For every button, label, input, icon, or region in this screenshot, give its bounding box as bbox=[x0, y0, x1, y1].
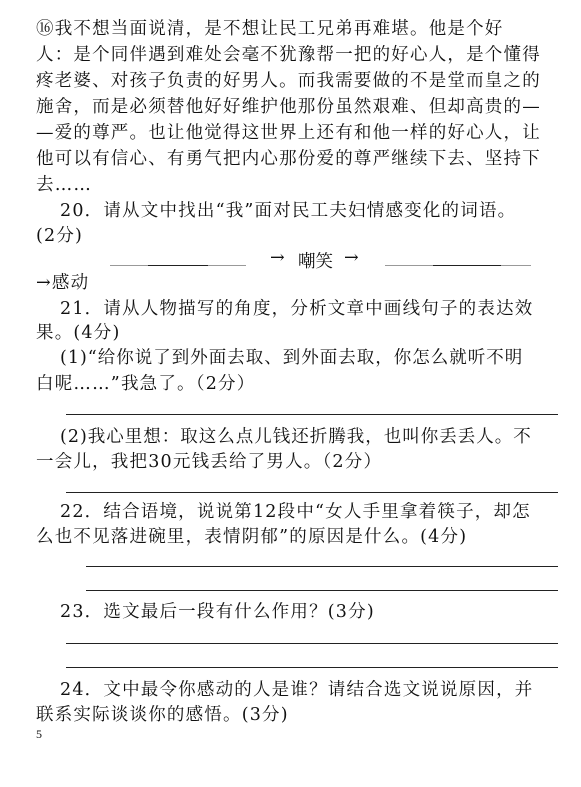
paragraph-line: 他可以有信心、有勇气把内心那份爱的尊严继续下去、坚持下 bbox=[36, 149, 541, 169]
paragraph-line: 人：是个同伴遇到难处会毫不犹豫帮一把的好心人，是个懂得 bbox=[36, 45, 541, 65]
question-24-prompt: 24．文中最令你感动的人是谁？请结合选文说说原因，并 bbox=[60, 680, 534, 700]
question-21-sub1-cont: 白呢……”我急了。（2分） bbox=[36, 374, 256, 394]
question-20-prompt: 20．请从文中找出“我”面对民工夫妇情感变化的词语。 bbox=[60, 201, 517, 221]
answer-blank-2[interactable] bbox=[433, 265, 501, 266]
question-22-prompt: 22．结合语境，说说第12段中“女人手里拿着筷子，却怎 bbox=[60, 502, 531, 522]
question-21-score: 果。(4分) bbox=[36, 323, 121, 343]
paragraph-line: ⑯我不想当面说清，是不想让民工兄弟再难堪。他是个好 bbox=[36, 19, 504, 39]
question-23-prompt: 23．选文最后一段有什么作用？(3分) bbox=[60, 602, 375, 622]
question-22-prompt-cont: 么也不见落进碗里，表情阴郁”的原因是什么。(4分) bbox=[36, 527, 468, 547]
arrow-right-icon: → bbox=[270, 248, 285, 268]
paragraph-line: 去…… bbox=[36, 175, 93, 195]
question-24-prompt-cont: 联系实际谈谈你的感悟。(3分) bbox=[36, 705, 289, 725]
question-21-prompt: 21．请从人物描写的角度，分析文章中画线句子的表达效 bbox=[60, 299, 534, 319]
paragraph-line: 疼老婆、对孩子负责的好男人。而我需要做的不是堂而皇之的 bbox=[36, 71, 541, 91]
answer-line[interactable] bbox=[66, 643, 558, 644]
answer-line[interactable] bbox=[66, 667, 558, 668]
question-21-sub1: (1)“给你说了到外面去取、到外面去取，你怎么就听不明 bbox=[60, 348, 524, 368]
answer-line[interactable] bbox=[86, 590, 558, 591]
answer-blank-1[interactable] bbox=[148, 265, 208, 266]
question-21-sub2: (2)我心里想：取这么点儿钱还折腾我，也叫你丢丢人。不 bbox=[60, 427, 532, 447]
question-20-ending: →感动 bbox=[36, 273, 90, 293]
arrow-right-icon: → bbox=[344, 248, 359, 268]
paragraph-line: —爱的尊严。也让他觉得这世界上还有和他一样的好心人，让 bbox=[36, 123, 541, 143]
question-20-score: (2分) bbox=[36, 226, 84, 246]
answer-line[interactable] bbox=[86, 566, 558, 567]
answer-line[interactable] bbox=[66, 492, 558, 493]
paragraph-line: 施舍，而是必须替他好好维护他那份虽然艰难、但却高贵的— bbox=[36, 97, 541, 117]
answer-line[interactable] bbox=[66, 414, 558, 415]
page-number: 5 bbox=[36, 727, 42, 741]
word-sneer: 嘲笑 bbox=[298, 252, 333, 272]
question-21-sub2-cont: 一会儿，我把30元钱丢给了男人。（2分） bbox=[36, 452, 383, 472]
